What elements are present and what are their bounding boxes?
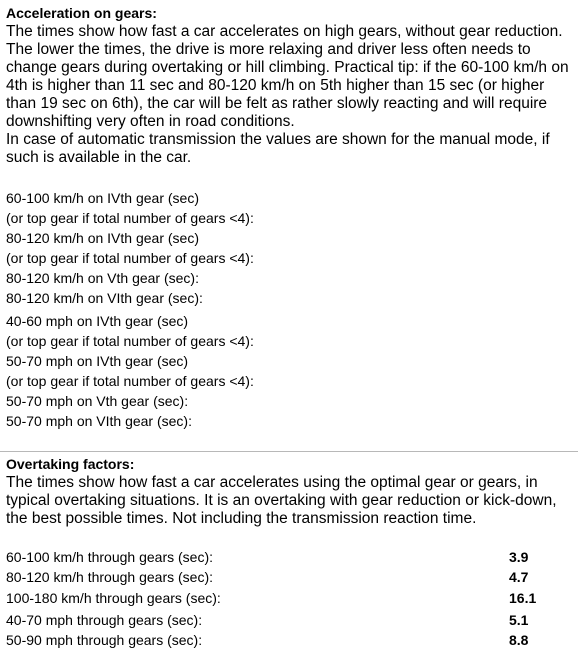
acceleration-row	[6, 311, 572, 331]
row-label: 40-60 mph on IVth gear (sec)	[6, 313, 189, 329]
acceleration-paragraph-1: The times show how fast a car accelerates on high gears, without gear reduction. The lower the times, the drive is more relaxing and driver less often needs to change gears during overtaking or hill climbing. Practical tip: if the 60-100 km/h on 4th is higher than 11 sec and 80-120 km/h on 5th higher than 15 sec (or higher than 19 sec on 6th), the car will be felt as rather slowly reacting and will require downshifting very often in road conditions.	[6, 23, 569, 130]
row-label: 60-100 km/h on IVth gear (sec)	[6, 190, 199, 206]
acceleration-row	[6, 288, 572, 308]
row-value: 8.8	[509, 632, 529, 648]
row-label: (or top gear if total number of gears <4):	[6, 210, 254, 226]
acceleration-row	[6, 268, 572, 288]
acceleration-paragraph-2: In case of automatic transmission the values are shown for the manual mode, if such is available in the car.	[6, 131, 550, 166]
acceleration-description	[6, 23, 576, 167]
row-value: 4.7	[509, 569, 529, 585]
acceleration-title: Acceleration on gears:	[6, 5, 157, 21]
row-label: (or top gear if total number of gears <4):	[6, 250, 254, 266]
overtaking-row	[6, 610, 572, 630]
row-label: (or top gear if total number of gears <4):	[6, 333, 254, 349]
row-label: 80-120 km/h on VIth gear (sec):	[6, 290, 203, 306]
row-label: 50-90 mph through gears (sec):	[6, 632, 203, 648]
row-value: 16.1	[509, 590, 537, 606]
acceleration-row	[6, 188, 572, 208]
acceleration-row	[6, 351, 572, 371]
section-divider	[0, 451, 578, 452]
acceleration-row	[6, 331, 572, 351]
row-value: 3.9	[509, 549, 529, 565]
acceleration-row	[6, 248, 572, 268]
overtaking-paragraph: The times show how fast a car accelerates using the optimal gear or gears, in typical overtaking situations. It is an overtaking with gear reduction or kick-down, the best possible times. Not including the transmission reaction time.	[6, 474, 557, 527]
row-label: 50-70 mph on Vth gear (sec):	[6, 393, 189, 409]
row-label: 100-180 km/h through gears (sec):	[6, 590, 221, 606]
acceleration-row	[6, 228, 572, 248]
row-label: (or top gear if total number of gears <4):	[6, 373, 254, 389]
row-value: 5.1	[509, 612, 529, 628]
row-label: 50-70 mph on VIth gear (sec):	[6, 413, 192, 429]
overtaking-title: Overtaking factors:	[6, 456, 135, 472]
acceleration-row	[6, 371, 572, 391]
acceleration-row	[6, 208, 572, 228]
row-label: 50-70 mph on IVth gear (sec)	[6, 353, 189, 369]
row-label: 80-120 km/h through gears (sec):	[6, 569, 213, 585]
acceleration-row	[6, 411, 572, 431]
overtaking-row	[6, 630, 572, 650]
row-label: 40-70 mph through gears (sec):	[6, 612, 203, 628]
row-label: 80-120 km/h on Vth gear (sec):	[6, 270, 199, 286]
overtaking-row	[6, 547, 572, 567]
row-label: 80-120 km/h on IVth gear (sec)	[6, 230, 199, 246]
acceleration-row	[6, 391, 572, 411]
overtaking-row	[6, 588, 572, 608]
overtaking-row	[6, 567, 572, 587]
overtaking-description	[6, 474, 576, 528]
row-label: 60-100 km/h through gears (sec):	[6, 549, 213, 565]
